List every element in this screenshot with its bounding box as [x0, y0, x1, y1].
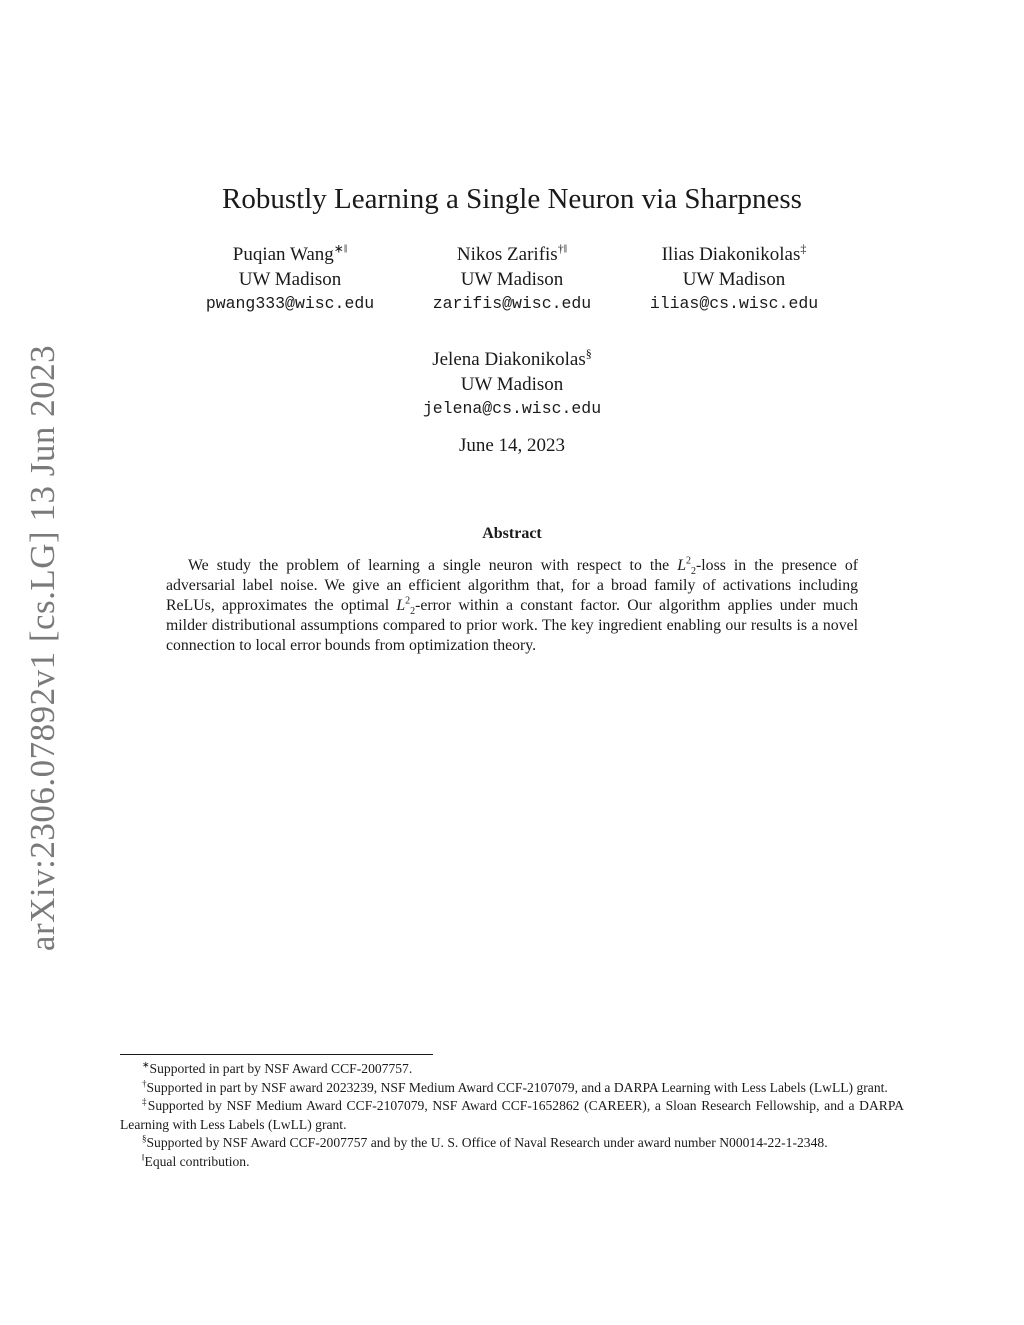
footnotes — [120, 1060, 904, 1171]
footnote-mark: ‡ — [142, 1096, 148, 1107]
author-affiliation: UW Madison — [238, 268, 342, 290]
footnote — [120, 1060, 904, 1079]
math-symbol: L — [396, 597, 406, 614]
author-block — [614, 243, 854, 317]
footnote-text: Supported by NSF Award CCF-2007757 and by the U. S. Office of Naval Research under award number N00014-22-1-2348. — [146, 1135, 828, 1150]
author-email: ilias@cs.wisc.edu — [649, 294, 819, 313]
math-subscript: 2 — [691, 566, 697, 578]
math-superscript: 2 — [405, 595, 411, 607]
paper-date: June 14, 2023 — [458, 435, 566, 456]
footnote-text: Supported in part by NSF Award CCF-2007757. — [149, 1061, 413, 1076]
author-marks: ∗‖ — [333, 241, 348, 256]
author-name: Puqian Wang — [232, 244, 334, 265]
abstract-text: -error within a constant factor. Our algorithm applies under much milder distributional assumptions compared to prior work. The key ingredient enabling our results is a novel connection to local error bounds from optimization theory. — [166, 597, 858, 654]
author-name: Nikos Zarifis — [456, 244, 558, 265]
author-email: jelena@cs.wisc.edu — [422, 399, 602, 418]
author-block — [392, 243, 632, 317]
footnote-text: Supported in part by NSF award 2023239, NSF Medium Award CCF-2107079, and a DARPA Learning with Less Labels (LwLL) grant. — [146, 1079, 888, 1095]
footnote — [120, 1134, 904, 1153]
footnote — [120, 1097, 904, 1134]
author-name-line — [614, 243, 854, 268]
author-block — [170, 243, 410, 317]
footnote-text: Supported by NSF Medium Award CCF-2107079, NSF Award CCF-1652862 (CAREER), a Sloan Research Fellowship, and a DARPA Learning with Less Labels (LwLL) grant. — [120, 1098, 904, 1132]
author-email: pwang333@wisc.edu — [205, 294, 375, 313]
footnote-text: Equal contribution. — [144, 1153, 250, 1169]
author-email: zarifis@wisc.edu — [432, 294, 592, 313]
footnote-divider — [120, 1054, 433, 1055]
arxiv-stamp: arXiv:2306.07892v1 [cs.LG] 13 Jun 2023 — [23, 344, 62, 952]
author-name: Jelena Diakonikolas — [432, 349, 586, 370]
math-subscript: 2 — [410, 606, 416, 618]
author-block — [392, 348, 632, 422]
footnote-mark: ‖ — [142, 1151, 145, 1162]
author-name: Ilias Diakonikolas — [661, 244, 801, 265]
paper-title: Robustly Learning a Single Neuron via Sharpness — [222, 183, 802, 215]
footnote — [120, 1079, 904, 1098]
author-affiliation: UW Madison — [460, 373, 564, 395]
footnote — [120, 1153, 904, 1172]
math-superscript: 2 — [686, 555, 692, 567]
author-name-line — [392, 243, 632, 268]
footnote-mark: † — [142, 1077, 147, 1088]
author-name-line — [170, 243, 410, 268]
footnote-mark: ∗ — [142, 1059, 150, 1070]
math-symbol: L — [677, 557, 687, 574]
author-affiliation: UW Madison — [682, 268, 786, 290]
author-name-line — [392, 348, 632, 373]
author-marks: †‖ — [557, 241, 568, 256]
abstract-text: -loss in the presence of adversarial label noise. We give an efficient algorithm that, for a broad family of activations including ReLUs, approximates the optimal — [166, 557, 858, 614]
author-marks: § — [585, 346, 592, 361]
abstract-heading: Abstract — [482, 525, 542, 542]
abstract-text: We study the problem of learning a single neuron with respect to the — [188, 557, 678, 574]
author-affiliation: UW Madison — [460, 268, 564, 290]
abstract-body — [166, 556, 858, 656]
footnote-mark: § — [142, 1133, 147, 1144]
author-marks: ‡ — [800, 241, 807, 256]
